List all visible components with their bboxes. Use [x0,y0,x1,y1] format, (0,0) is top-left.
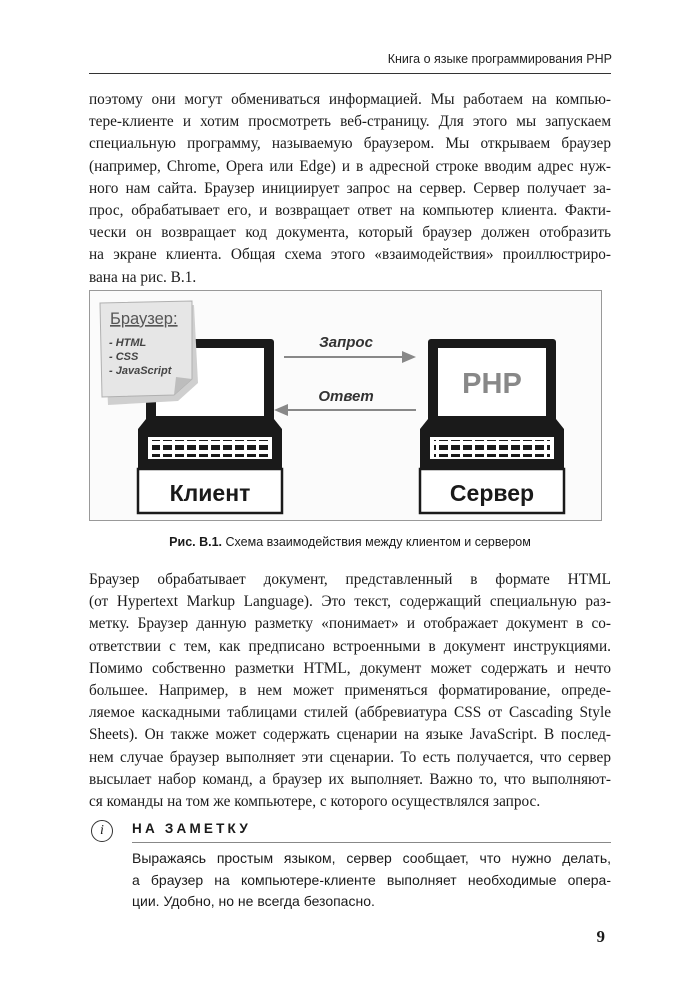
info-icon: i [91,820,113,842]
header-rule [89,73,611,74]
text-line: поэтому они могут обмениваться информацией. Мы работаем на компью- [89,91,611,108]
caption-text: Схема взаимодействия между клиентом и сервером [225,535,531,549]
client-server-figure [89,290,602,521]
note-divider [132,842,611,843]
text-line: ответствии с тем, как предписано встроенными в документ инструкциями. [89,637,611,655]
request-arrowhead-icon [402,351,416,363]
text-line: прос, обрабатывает его, и возвращает ответ на компьютер клиента. Факти- [89,202,611,220]
text-line: специальную программу, называемую браузером. Мы открываем браузер [89,135,611,153]
client-label: Клиент [169,480,251,506]
note-line: ции. Удобно, но не всегда безопасно. [132,893,375,909]
server-screen-text: PHP [462,368,522,400]
note-line: Выражаясь простым языком, сервер сообщает, что нужно делать, [132,850,611,866]
browser-note-title: Браузер: [110,310,178,328]
browser-note-item: - HTML [109,337,147,349]
caption-ref: Рис. В.1. [169,535,223,549]
text-line: ся команды на том же компьютере, с которого осуществлялся запрос. [89,793,541,811]
text-line: Sheets). Он также может содержать сценарии на языке JavaScript. В послед- [89,726,611,744]
text-line: ляемое каскадными таблицами стилей (аббревиатура CSS от Cascading Style [89,704,611,722]
page-number: 9 [596,927,605,946]
text-line: большее. Например, в нем может применяться форматирование, опреде- [89,682,611,700]
text-line: ного нам сайта. Браузер инициирует запрос на сервер. Сервер получает за- [89,179,611,197]
text-line: вана на рис. В.1. [89,268,197,286]
text-line: метку. Браузер данную разметку «понимает» и отображает документ в со- [89,615,611,633]
paragraph-intro [89,89,611,289]
figure-caption [89,535,611,549]
text-line: Браузер обрабатывает документ, представленный в формате HTML [89,571,611,588]
running-header: Книга о языке программирования PHP [387,52,612,66]
browser-note-item: - CSS [109,351,139,363]
text-line: тере-клиенте и хотим просмотреть веб-страницу. Для этого мы запускаем [89,113,611,131]
response-label: Ответ [318,388,374,405]
text-line: чески он возвращает код документа, который браузер должен отобразить [89,224,611,242]
text-line: (от Hypertext Markup Language). Это текст, содержащий специальную раз- [89,593,611,611]
client-server-diagram [90,291,601,520]
paragraph-html [89,569,611,813]
browser-note-item: - JavaScript [109,365,172,377]
text-line: нем случае браузер выполняет эти сценарии. То есть получается, что сервер [89,748,611,766]
text-line: Помимо собственно разметки HTML, документ может содержать и нечто [89,659,611,677]
note-body [132,848,611,913]
text-line: высылает набор команд, а браузер их выполняет. Важно то, что выполняют- [89,770,611,788]
note-line: а браузер на компьютере-клиенте выполняет необходимые опера- [132,871,611,888]
response-arrowhead-icon [274,404,288,416]
text-line: (например, Chrome, Opera или Edge) и в адресной строке вводим адрес нуж- [89,157,611,175]
request-label: Запрос [319,334,373,351]
note-title: НА ЗАМЕТКУ [132,821,251,836]
text-line: на экране клиента. Общая схема этого «взаимодействия» проиллюстриро- [89,246,611,264]
server-label: Сервер [449,480,535,506]
